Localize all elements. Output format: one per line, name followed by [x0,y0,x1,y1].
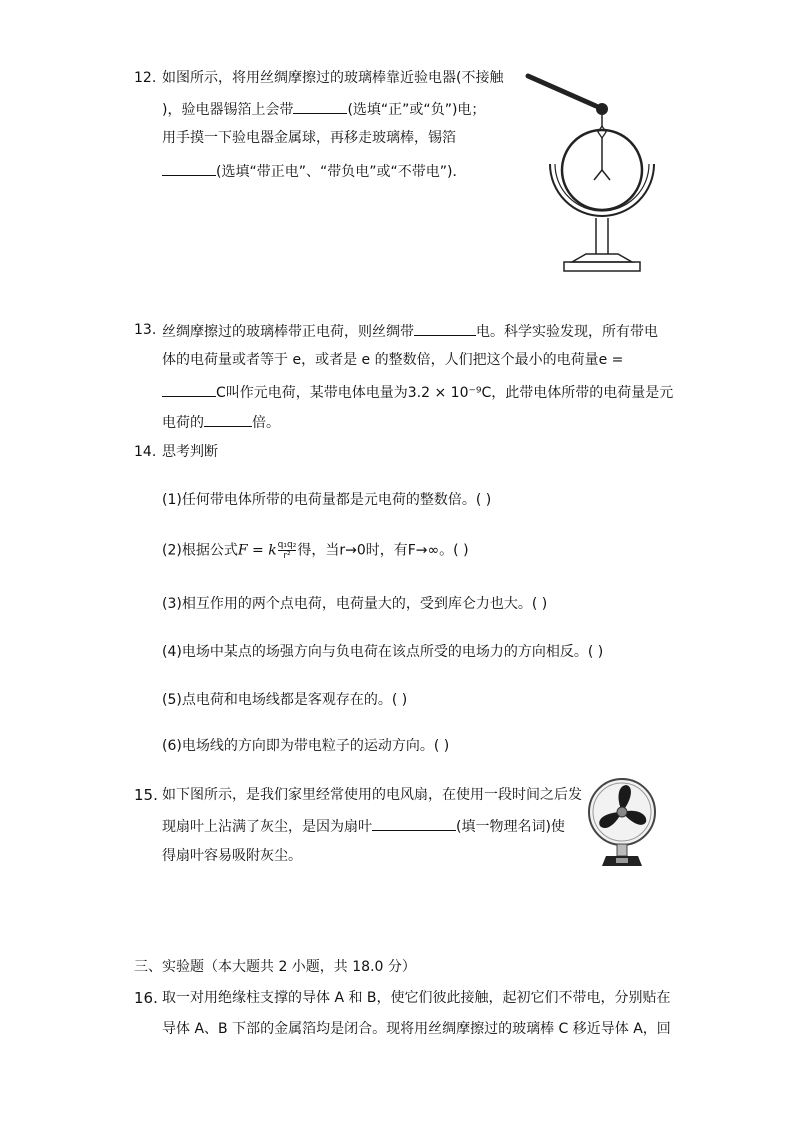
answer-blank[interactable] [414,320,476,336]
question-text-line: 用手摸一下验电器金属球，再移走玻璃棒，锡箔 [162,130,456,146]
question-text-line: 如图所示，将用丝绸摩擦过的玻璃棒靠近验电器(不接触 [162,70,504,86]
judgment-item: (1)任何带电体所带的电荷量都是元电荷的整数倍。( ) [162,492,492,508]
question-text-line: 取一对用绝缘柱支撑的导体 A 和 B，使它们彼此接触，起初它们不带电，分别贴在 [162,990,671,1006]
question-text-line: 电荷的 倍。 [162,411,280,433]
answer-blank[interactable] [293,98,347,114]
electroscope-figure [520,68,650,278]
question-number: 13. [134,322,157,338]
answer-blank[interactable] [162,160,216,176]
question-text-line: 得扇叶容易吸附灰尘。 [162,848,302,864]
question-text-line: 现扇叶上沾满了灰尘，是因为扇叶 (填一物理名词)使 [162,815,565,837]
question-text-line: C叫作元电荷，某带电体电量为3.2 × 10⁻⁹C，此带电体所带的电荷量是元 [162,381,673,403]
question-text-line: 如下图所示，是我们家里经常使用的电风扇，在使用一段时间之后发 [162,787,582,803]
question-text-line: (选填“带正电”、“带负电”或“不带电”)． [162,160,466,182]
answer-blank[interactable] [162,381,216,397]
answer-blank[interactable] [372,815,456,831]
fraction: $\frac{\text{q₁q₂}}{\text{r²}}$ [277,540,297,561]
question-number: 14. [134,444,157,460]
judgment-item: (6)电场线的方向即为带电粒子的运动方向。( ) [162,738,450,754]
question-title: 思考判断 [162,444,218,460]
judgment-item: (4)电场中某点的场强方向与负电荷在该点所受的电场力的方向相反。( ) [162,644,604,660]
answer-blank[interactable] [204,411,252,427]
judgment-item: (3)相互作用的两个点电荷，电荷量大的，受到库仑力也大。( ) [162,596,548,612]
judgment-item: (2)根据公式F = k $\frac{\text{q₁q₂}}{\text{r²}}$ 得，当r→0时，有F→∞。( ) [162,540,469,561]
question-text-line: )，验电器锡箔上会带 (选填“正”或“负”)电； [162,98,485,120]
question-text-line: 体的电荷量或者等于 e，或者是 e 的整数倍，人们把这个最小的电荷量e = [162,352,624,368]
question-number: 16. [134,989,158,1007]
question-text-line: 导体 A、B 下部的金属箔均是闭合。现将用丝绸摩擦过的玻璃棒 C 移近导体 A，回 [162,1021,671,1037]
section-heading: 三、实验题（本大题共 2 小题，共 18.0 分） [134,959,416,975]
electric-fan-figure [586,778,658,870]
question-number: 15. [134,786,158,804]
question-number: 12. [134,70,157,86]
question-text-line: 丝绸摩擦过的玻璃棒带正电荷，则丝绸带 电。科学实验发现，所有带电 [162,320,658,342]
judgment-item: (5)点电荷和电场线都是客观存在的。( ) [162,692,408,708]
